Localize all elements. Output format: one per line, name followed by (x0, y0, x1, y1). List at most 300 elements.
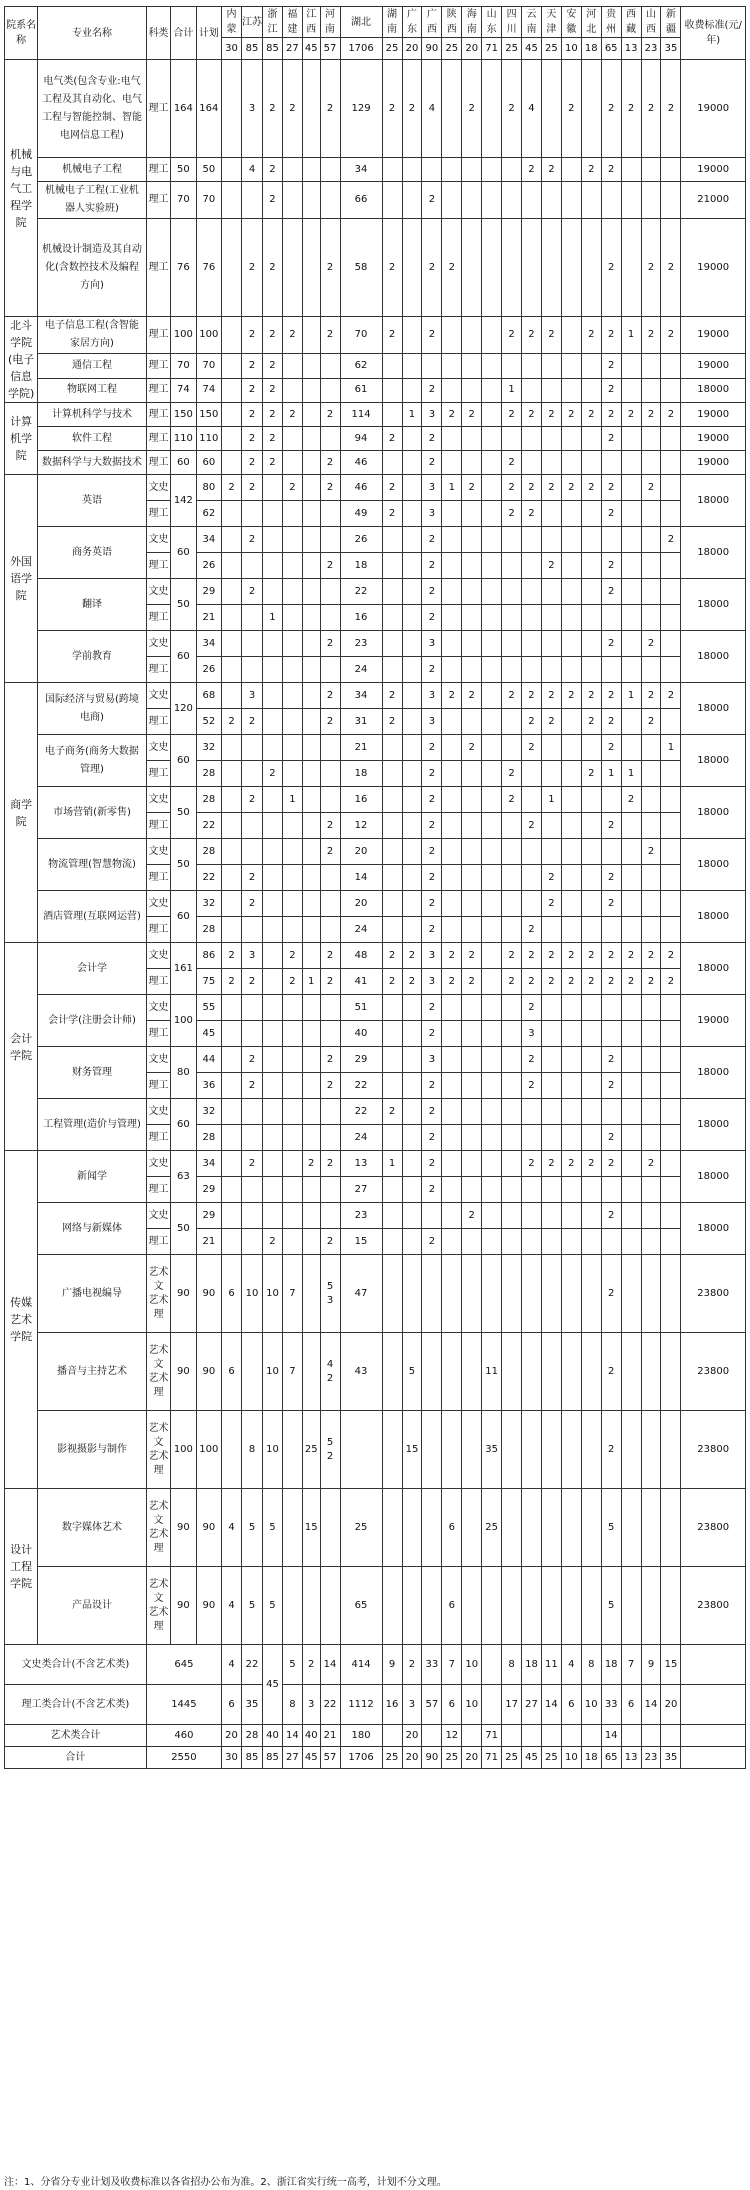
province-cell (641, 158, 661, 182)
summary-cell: 10 (581, 1685, 601, 1725)
province-cell (561, 317, 581, 354)
summary-cell: 3 (302, 1685, 320, 1725)
province-cell: 2 (241, 427, 262, 451)
province-cell: 46 (340, 451, 382, 475)
province-cell: 2 (402, 969, 422, 995)
province-cell: 2 (422, 427, 442, 451)
major-type: 理工 (146, 709, 170, 735)
province-quota: 20 (402, 38, 422, 60)
major-fee: 19000 (681, 158, 746, 182)
province-name: 内蒙 (222, 7, 242, 38)
major-name: 软件工程 (38, 427, 147, 451)
province-cell (541, 839, 561, 865)
major-type: 理工 (146, 969, 170, 995)
province-cell (442, 1099, 462, 1125)
summary-cell: 25 (382, 1747, 402, 1769)
province-cell (402, 735, 422, 761)
province-cell (320, 427, 340, 451)
province-cell: 2 (522, 403, 542, 427)
province-cell (522, 1099, 542, 1125)
major-name: 电子信息工程(含智能家居方向) (38, 317, 147, 354)
major-fee: 23800 (681, 1567, 746, 1645)
major-plan: 29 (196, 1177, 221, 1203)
province-cell: 2 (541, 1151, 561, 1177)
province-cell (502, 579, 522, 605)
province-cell: 2 (601, 813, 621, 839)
province-cell (522, 527, 542, 553)
province-cell: 2 (462, 735, 482, 761)
province-cell (462, 813, 482, 839)
major-plan: 52 (196, 709, 221, 735)
province-cell (302, 709, 320, 735)
province-cell (302, 1177, 320, 1203)
table-row (5, 354, 746, 378)
province-cell (502, 917, 522, 943)
province-cell (502, 1125, 522, 1151)
major-total: 142 (171, 475, 196, 527)
province-cell (561, 182, 581, 219)
province-cell (502, 735, 522, 761)
province-cell (302, 761, 320, 787)
province-cell: 2 (241, 579, 262, 605)
province-cell: 29 (340, 1047, 382, 1073)
province-cell (482, 182, 502, 219)
province-cell (522, 839, 542, 865)
province-cell (402, 1099, 422, 1125)
province-cell: 16 (340, 605, 382, 631)
province-cell (241, 839, 262, 865)
province-cell: 2 (561, 60, 581, 158)
summary-cell (661, 1725, 681, 1747)
summary-cell: 6 (621, 1685, 641, 1725)
province-cell (482, 657, 502, 683)
major-plan: 26 (196, 553, 221, 579)
province-name: 新疆 (661, 7, 681, 38)
major-name: 数据科学与大数据技术 (38, 451, 147, 475)
summary-cell: 3 (402, 1685, 422, 1725)
province-cell: 4 2 (320, 1333, 340, 1411)
major-name: 影视摄影与制作 (38, 1411, 147, 1489)
province-cell: 2 (541, 943, 561, 969)
province-cell: 24 (340, 917, 382, 943)
province-cell (641, 579, 661, 605)
table-row (5, 475, 746, 501)
summary-cell: 18 (581, 1747, 601, 1769)
province-cell (581, 501, 601, 527)
province-cell: 2 (561, 943, 581, 969)
province-cell: 2 (502, 60, 522, 158)
province-cell (561, 579, 581, 605)
province-cell: 2 (621, 60, 641, 158)
summary-cell: 20 (222, 1725, 242, 1747)
province-cell (621, 1411, 641, 1489)
province-cell: 2 (263, 60, 283, 158)
province-cell (222, 427, 242, 451)
major-fee: 18000 (681, 735, 746, 787)
province-name: 云南 (522, 7, 542, 38)
summary-cell: 57 (422, 1685, 442, 1725)
table-row (5, 891, 746, 917)
province-cell: 15 (302, 1489, 320, 1567)
major-total: 50 (171, 158, 196, 182)
province-cell (282, 995, 302, 1021)
province-cell (661, 1567, 681, 1645)
province-cell (382, 1177, 402, 1203)
major-plan: 164 (196, 60, 221, 158)
major-type: 理工 (146, 813, 170, 839)
province-cell (661, 1099, 681, 1125)
province-cell (402, 579, 422, 605)
province-cell (402, 1125, 422, 1151)
province-name: 广西 (422, 7, 442, 38)
province-name: 天津 (541, 7, 561, 38)
province-cell (222, 917, 242, 943)
major-type: 理工 (146, 378, 170, 402)
province-cell (661, 378, 681, 402)
province-cell: 2 (661, 527, 681, 553)
province-cell (422, 1567, 442, 1645)
summary-cell (641, 1725, 661, 1747)
province-cell: 2 (422, 917, 442, 943)
province-cell (462, 451, 482, 475)
table-row (5, 403, 746, 427)
province-cell (522, 1229, 542, 1255)
summary-cell: 25 (442, 1747, 462, 1769)
province-quota: 13 (621, 38, 641, 60)
province-cell (621, 1021, 641, 1047)
province-cell: 62 (340, 354, 382, 378)
table-row (5, 158, 746, 182)
province-cell (661, 1411, 681, 1489)
province-cell (502, 1489, 522, 1567)
summary-cell: 21 (320, 1725, 340, 1747)
province-cell (462, 219, 482, 317)
table-row (5, 1099, 746, 1125)
province-cell (302, 354, 320, 378)
province-cell (621, 1489, 641, 1567)
province-cell (482, 1177, 502, 1203)
summary-cell (581, 1725, 601, 1747)
province-quota: 90 (422, 38, 442, 60)
province-name: 山西 (641, 7, 661, 38)
province-cell (241, 182, 262, 219)
province-cell: 2 (581, 403, 601, 427)
summary-cell: 13 (621, 1747, 641, 1769)
province-cell: 2 (462, 1203, 482, 1229)
province-cell (382, 813, 402, 839)
province-cell: 41 (340, 969, 382, 995)
province-cell (263, 709, 283, 735)
province-cell (241, 1333, 262, 1411)
province-cell (320, 865, 340, 891)
province-cell (641, 1333, 661, 1411)
province-cell (320, 995, 340, 1021)
province-cell: 2 (541, 891, 561, 917)
summary-value: 1445 (146, 1685, 221, 1725)
province-cell: 23 (340, 631, 382, 657)
province-cell (263, 1151, 283, 1177)
province-cell (482, 605, 502, 631)
province-cell (502, 1177, 522, 1203)
province-cell (422, 1255, 442, 1333)
major-fee: 19000 (681, 403, 746, 427)
province-cell: 6 (222, 1333, 242, 1411)
province-cell: 1 (661, 735, 681, 761)
province-quota: 18 (581, 38, 601, 60)
province-cell: 2 (522, 943, 542, 969)
major-type: 文史 (146, 1099, 170, 1125)
province-cell: 2 (541, 317, 561, 354)
summary-cell: 15 (661, 1645, 681, 1685)
province-cell (621, 657, 641, 683)
province-cell: 2 (222, 475, 242, 501)
major-name: 翻译 (38, 579, 147, 631)
province-cell (661, 891, 681, 917)
province-cell (302, 60, 320, 158)
province-cell (462, 1333, 482, 1411)
major-fee: 23800 (681, 1411, 746, 1489)
province-cell: 2 (581, 1151, 601, 1177)
summary-cell: 7 (442, 1645, 462, 1685)
province-cell: 3 (241, 683, 262, 709)
province-cell: 2 (241, 378, 262, 402)
province-cell (502, 1047, 522, 1073)
province-cell: 24 (340, 1125, 382, 1151)
province-cell (402, 1567, 422, 1645)
major-name: 机械电子工程 (38, 158, 147, 182)
province-cell (382, 995, 402, 1021)
province-cell: 10 (241, 1255, 262, 1333)
province-cell (222, 553, 242, 579)
province-cell (621, 735, 641, 761)
major-type: 文史 (146, 527, 170, 553)
province-cell: 3 (422, 709, 442, 735)
province-cell: 2 (601, 1203, 621, 1229)
province-cell: 2 (541, 709, 561, 735)
province-cell: 2 (241, 709, 262, 735)
province-cell (561, 917, 581, 943)
major-total: 60 (171, 891, 196, 943)
summary-cell: 2 (302, 1645, 320, 1685)
province-cell (241, 657, 262, 683)
province-cell (402, 451, 422, 475)
province-cell (422, 354, 442, 378)
province-cell (382, 1021, 402, 1047)
summary-cell: 22 (320, 1685, 340, 1725)
major-name: 电子商务(商务大数据管理) (38, 735, 147, 787)
province-cell (402, 1203, 422, 1229)
province-cell (581, 605, 601, 631)
major-type: 理工 (146, 761, 170, 787)
province-cell (302, 317, 320, 354)
province-cell: 5 (263, 1489, 283, 1567)
major-type: 文史 (146, 891, 170, 917)
province-name: 浙江 (263, 7, 283, 38)
major-plan: 45 (196, 1021, 221, 1047)
province-cell (641, 917, 661, 943)
province-cell (541, 451, 561, 475)
major-fee: 23800 (681, 1489, 746, 1567)
province-cell (661, 1203, 681, 1229)
province-cell (442, 605, 462, 631)
province-cell (581, 1489, 601, 1567)
province-cell: 2 (241, 891, 262, 917)
province-cell (561, 891, 581, 917)
province-cell: 2 (641, 403, 661, 427)
province-name: 贵州 (601, 7, 621, 38)
province-cell (462, 553, 482, 579)
province-cell (541, 735, 561, 761)
province-cell: 3 (422, 1047, 442, 1073)
major-plan: 60 (196, 451, 221, 475)
major-type: 理工 (146, 553, 170, 579)
province-cell (263, 475, 283, 501)
province-cell (541, 354, 561, 378)
province-cell: 2 (522, 995, 542, 1021)
province-cell (601, 917, 621, 943)
province-cell (302, 995, 320, 1021)
province-quota: 23 (641, 38, 661, 60)
province-name: 四川 (502, 7, 522, 38)
province-cell (482, 1151, 502, 1177)
summary-cell: 5 (282, 1645, 302, 1685)
province-cell (502, 1333, 522, 1411)
summary-cell: 25 (541, 1747, 561, 1769)
province-cell (382, 631, 402, 657)
province-cell (282, 1489, 302, 1567)
province-cell (541, 1229, 561, 1255)
major-name: 机械电子工程(工业机器人实验班) (38, 182, 147, 219)
province-cell (561, 501, 581, 527)
province-cell (581, 1177, 601, 1203)
province-cell (241, 995, 262, 1021)
province-cell: 2 (222, 969, 242, 995)
summary-cell: 27 (282, 1747, 302, 1769)
province-cell (502, 657, 522, 683)
province-cell (522, 1489, 542, 1567)
province-cell (222, 182, 242, 219)
province-cell: 2 (601, 60, 621, 158)
province-cell (541, 1177, 561, 1203)
summary-cell (541, 1725, 561, 1747)
province-cell: 2 (320, 943, 340, 969)
province-cell (661, 995, 681, 1021)
province-cell (561, 865, 581, 891)
province-cell (581, 787, 601, 813)
province-cell: 2 (462, 683, 482, 709)
province-cell (222, 579, 242, 605)
province-cell (541, 1489, 561, 1567)
major-name: 广播电视编导 (38, 1255, 147, 1333)
major-plan: 21 (196, 605, 221, 631)
summary-fee (681, 1645, 746, 1685)
province-cell: 2 (422, 865, 442, 891)
major-type: 理工 (146, 182, 170, 219)
province-cell (263, 839, 283, 865)
province-cell (621, 354, 641, 378)
table-row (5, 1151, 746, 1177)
province-cell (462, 1151, 482, 1177)
province-cell: 129 (340, 60, 382, 158)
major-type: 理工 (146, 427, 170, 451)
summary-value: 2550 (146, 1747, 221, 1769)
major-plan: 90 (196, 1489, 221, 1567)
summary-cell: 71 (482, 1725, 502, 1747)
province-cell (482, 553, 502, 579)
province-cell (402, 1073, 422, 1099)
province-cell: 3 (422, 969, 442, 995)
province-cell (522, 891, 542, 917)
province-cell (302, 553, 320, 579)
major-plan: 21 (196, 1229, 221, 1255)
province-cell: 2 (641, 219, 661, 317)
province-cell: 2 (320, 1229, 340, 1255)
province-cell: 2 (320, 813, 340, 839)
major-fee: 18000 (681, 527, 746, 579)
province-cell (263, 1047, 283, 1073)
province-cell: 25 (340, 1489, 382, 1567)
summary-cell: 4 (222, 1645, 242, 1685)
province-cell (382, 354, 402, 378)
summary-cell: 20 (661, 1685, 681, 1725)
summary-cell: 35 (661, 1747, 681, 1769)
province-cell (621, 605, 641, 631)
province-cell (442, 1255, 462, 1333)
major-fee: 23800 (681, 1333, 746, 1411)
province-cell (462, 631, 482, 657)
province-cell (382, 1047, 402, 1073)
province-cell (402, 709, 422, 735)
province-cell (561, 1047, 581, 1073)
province-cell: 2 (422, 451, 442, 475)
province-cell (541, 1333, 561, 1411)
province-cell: 2 (222, 709, 242, 735)
table-row (5, 579, 746, 605)
province-cell (382, 865, 402, 891)
major-fee: 18000 (681, 1047, 746, 1099)
major-type: 文史 (146, 943, 170, 969)
province-cell: 2 (241, 219, 262, 317)
province-cell (581, 1411, 601, 1489)
province-cell (382, 158, 402, 182)
major-type: 文史 (146, 631, 170, 657)
province-cell (320, 735, 340, 761)
summary-cell (621, 1725, 641, 1747)
province-cell (641, 605, 661, 631)
province-cell (641, 451, 661, 475)
province-cell (541, 1125, 561, 1151)
province-cell (462, 579, 482, 605)
province-cell (320, 158, 340, 182)
province-cell: 5 2 (320, 1411, 340, 1489)
province-cell: 3 (422, 631, 442, 657)
province-cell: 10 (263, 1333, 283, 1411)
province-cell (561, 735, 581, 761)
major-plan: 44 (196, 1047, 221, 1073)
province-cell (263, 579, 283, 605)
province-cell (442, 579, 462, 605)
major-fee: 18000 (681, 378, 746, 402)
province-cell: 13 (340, 1151, 382, 1177)
province-cell (442, 1333, 462, 1411)
province-cell: 7 (282, 1333, 302, 1411)
table-row (5, 378, 746, 402)
major-name: 电气类(包含专业:电气工程及其自动化、电气工程与智能控制、智能电网信息工程) (38, 60, 147, 158)
province-cell: 2 (522, 158, 542, 182)
province-cell (442, 839, 462, 865)
province-cell (482, 579, 502, 605)
province-cell (462, 1177, 482, 1203)
